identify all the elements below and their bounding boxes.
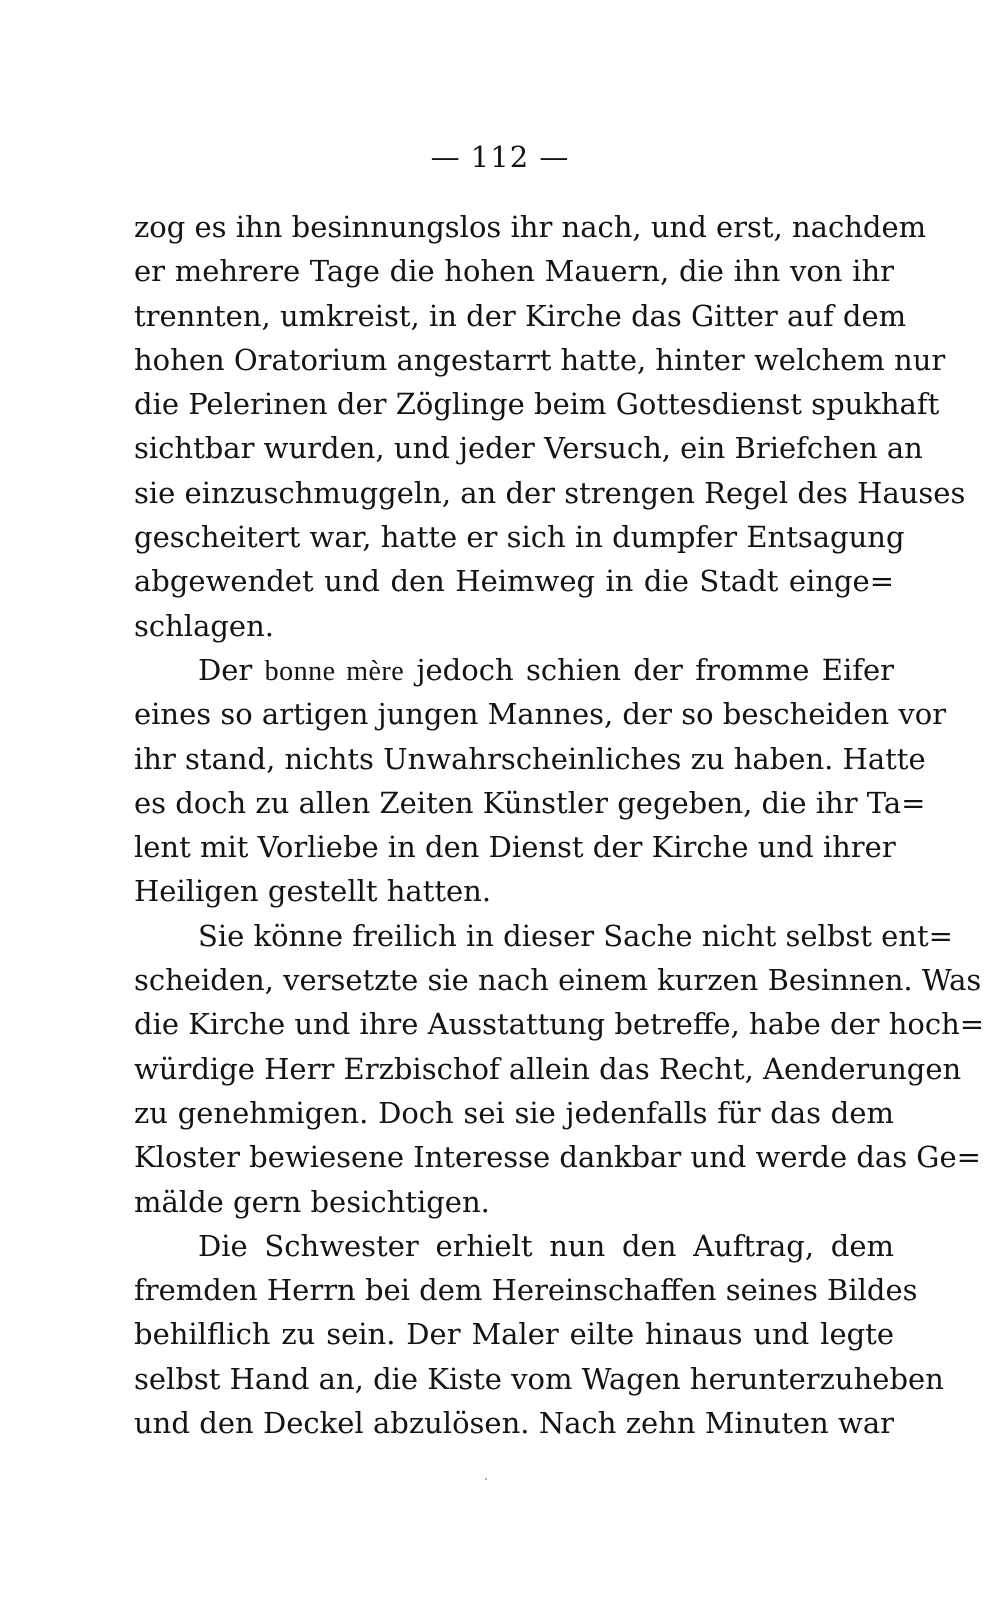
body-text — [134, 205, 985, 1445]
text-line: zog es ihn besinnungslos ihr nach, und erst, nachdem — [134, 210, 927, 244]
text-line: es doch zu allen Zeiten Künstler gegeben, die ihr Ta= — [134, 785, 926, 820]
paragraph-end-line: Heiligen gestellt hatten. — [134, 874, 492, 909]
text-line: Kloster bewiesene Interesse dankbar und werde das Ge= — [134, 1140, 981, 1175]
paragraph-end-line: schlagen. — [134, 608, 274, 643]
text-line: sie einzuschmuggeln, an der strengen Regel des Hauses — [134, 475, 966, 510]
paragraph-end-line: mälde gern besichtigen. — [134, 1184, 490, 1219]
text-line: sichtbar wurden, und jeder Versuch, ein Briefchen an — [134, 431, 923, 466]
text-line: würdige Herr Erzbischof allein das Recht, Aenderungen — [134, 1051, 962, 1086]
text-line: trennten, umkreist, in der Kirche das Gitter auf dem — [134, 298, 907, 333]
text-line: abgewendet und den Heimweg in die Stadt einge= — [134, 564, 894, 599]
text-line: lent mit Vorliebe in den Dienst der Kirche und ihrer — [134, 830, 896, 865]
text-line: er mehrere Tage die hohen Mauern, die ihn von ihr — [134, 254, 894, 289]
text-line: gescheitert war, hatte er sich in dumpfer Entsagung — [134, 520, 905, 555]
text-line: eines so artigen jungen Mannes, der so bescheiden vor — [134, 697, 947, 732]
text-line: scheiden, versetzte sie nach einem kurzen Besinnen. Was — [134, 963, 982, 998]
text-line: behilflich zu sein. Der Maler eilte hinaus und legte — [134, 1317, 894, 1352]
paragraph-start-line: Sie könne freilich in dieser Sache nicht selbst ent= — [198, 918, 953, 953]
latin-type-phrase: bonne mère — [264, 655, 405, 687]
text-line: zu genehmigen. Doch sei sie jedenfalls für das dem — [134, 1095, 894, 1130]
text-line: selbst Hand an, die Kiste vom Wagen herunterzuheben — [134, 1361, 944, 1396]
paragraph-start-line: Der bonne mère jedoch schien der fromme Eifer — [198, 652, 894, 687]
paper-speck — [485, 1478, 487, 1480]
text-line: ihr stand, nichts Unwahrscheinliches zu haben. Hatte — [134, 741, 926, 776]
text-line: und den Deckel abzulösen. Nach zehn Minuten war — [134, 1406, 894, 1441]
page-number: — 112 — — [430, 140, 570, 174]
text-line: fremden Herrn bei dem Hereinschaffen seines Bildes — [134, 1273, 918, 1308]
text-line: die Pelerinen der Zöglinge beim Gottesdienst spukhaft — [134, 387, 940, 422]
paragraph-start-line: Die Schwester erhielt nun den Auftrag, dem — [198, 1228, 894, 1263]
text-line: hohen Oratorium angestarrt hatte, hinter welchem nur — [134, 342, 946, 377]
text-line: die Kirche und ihre Ausstattung betreffe, habe der hoch= — [134, 1007, 985, 1042]
